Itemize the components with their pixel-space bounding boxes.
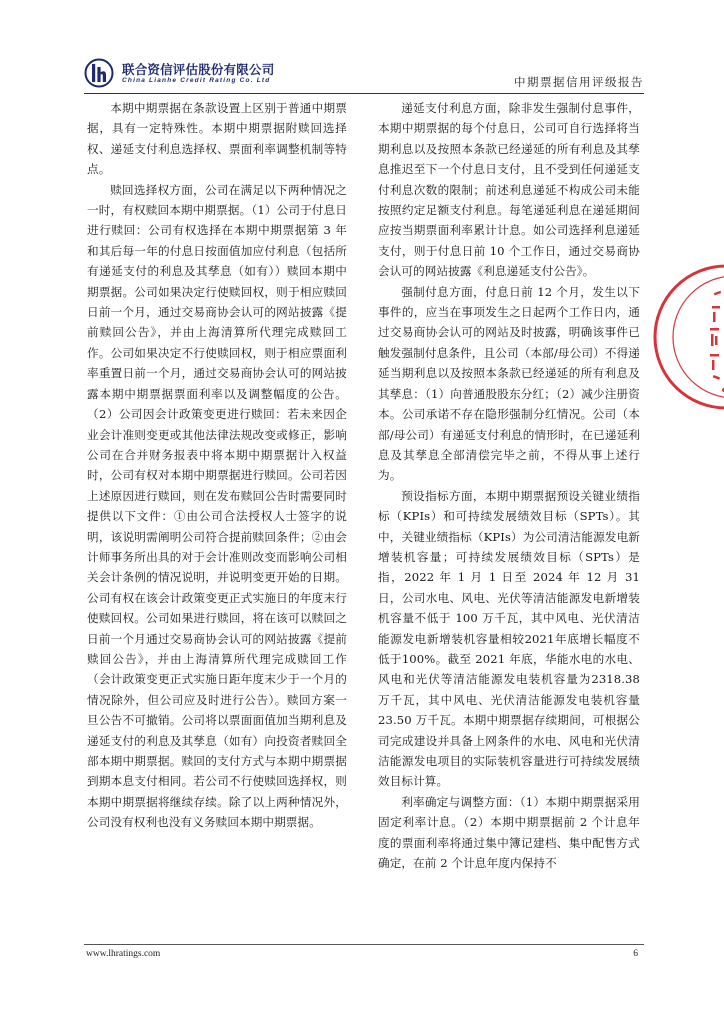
footer-website-link[interactable]: www.lhratings.com xyxy=(86,949,161,959)
company-name-en: China Lianhe Credit Rating Co. Ltd xyxy=(122,77,271,84)
header-divider xyxy=(84,93,644,94)
paragraph: 本期中期票据在条款设置上区别于普通中期票据，具有一定特殊性。本期中期票据附赎回选择权、递延支付利息选择权、票面利率调整机制等特点。 xyxy=(87,101,347,177)
left-text-column xyxy=(87,98,347,833)
paragraph: 预设指标方面，本期中期票据预设关键业绩指标（KPIs）和可持续发展绩效目标（SPTs）。其中，关键业绩指标（KPIs）为公司清洁能源发电新增装机容量；可持续发展绩效目标（SPTs）是指，2022 年 1 月 1 日至 2024 年 12 月 31 日，公司水电、风电、光伏等清洁能源发电新增装机容量不低于 100 万千瓦，其中风电、光伏清洁能源发电新增装机容量相较2021年底增长幅度不低于100%。截至 2021 年底，华能水电的水电、风电和光伏等清洁能源发电装机容量为2318.38 万千瓦，其中风电、光伏清洁能源发电装机容量 23.50 万千瓦。本期中期票据存续期间，可根据公司完成建设并具备上网条件的水电、风电和光伏清洁能源发电项目的实际装机容量进行可持续发展绩效目标计算。 xyxy=(378,488,640,789)
page-header xyxy=(84,58,644,92)
paragraph: 递延支付利息方面，除非发生强制付息事件，本期中期票据的每个付息日，公司可自行选择将当期利息以及按照本条款已经递延的所有利息及其孳息推迟至下一个付息日支付，且不受到任何递延支付利息次数的限制；前述利息递延不构成公司未能按照约定足额支付利息。每笔递延利息在递延期间应按当期票面利率累计计息。如公司选择利息递延支付，则于付息日前 10 个工作日，通过交易商协会认可的网站披露《利息递延支付公告》。 xyxy=(378,101,640,279)
seal-stamp-icon xyxy=(704,262,724,412)
right-text-column xyxy=(378,98,640,873)
footer-divider xyxy=(84,944,644,945)
paragraph: 利率确定与调整方面：（1）本期中期票据采用固定利率计息。（2）本期中期票据前 2 个计息年度的票面利率将通过集中簿记建档、集中配售方式确定，在前 2 个计息年度内保持不 xyxy=(378,794,640,871)
paragraph: 赎回选择权方面，公司在满足以下两种情况之一时，有权赎回本期中期票据。（1）公司于付息日进行赎回：公司有权选择在本期中期票据第 3 年和其后每一年的付息日按面值加应付利息（包括所有递延支付的利息及其孳息（如有））赎回本期中期票据。公司如果决定行使赎回权，则于相应赎回日前一个月，通过交易商协会认可的网站披露《提前赎回公告》，并由上海清算所代理完成赎回工作。公司如果决定不行使赎回权，则于相应票面利率重置日前一个月，通过交易商协会认可的网站披露本期中期票据票面利率以及调整幅度的公告。（2）公司因会计政策变更进行赎回：若未来因企业会计准则变更或其他法律法规改变或修正，影响公司在合并财务报表中将本期中期票据计入权益时，公司有权对本期中期票据进行赎回。公司若因上述原因进行赎回，则在发布赎回公告时需要同时提供以下文件：①由公司合法授权人士签字的说明，该说明需阐明公司符合提前赎回条件；②由会计师事务所出具的对于会计准则改变而影响公司相关会计条例的情况说明，并说明变更开始的日期。公司有权在该会计政策变更正式实施日的年度末行使赎回权。公司如果进行赎回，将在该可以赎回之日前一个月通过交易商协会认可的网站披露《提前赎回公告》，并由上海清算所代理完成赎回工作（会计政策变更正式实施日距年度末少于一个月的情况除外，但公司应及时进行公告）。赎回方案一旦公告不可撤销。公司将以票面面值加当期利息及递延支付的利息及其孳息（如有）向投资者赎回全部本期中期票据。赎回的支付方式与本期中期票据到期本息支付相同。若公司不行使赎回选择权，则本期中期票据将继续存续。除了以上两种情况外，公司没有权利也没有义务赎回本期中期票据。 xyxy=(87,182,347,830)
report-title: 中期票据信用评级报告 xyxy=(514,75,644,89)
paragraph: 强制付息方面，付息日前 12 个月，发生以下事件的，应当在事项发生之日起两个工作日内，通过交易商协会认可的网站及时披露，明确该事件已触发强制付息条件，且公司（本部/母公司）不得递延当期利息以及按照本条款已经递延的所有利息及其孳息：（1）向普通股股东分红；（2）减少注册资本。公司承诺不存在隐形强制分红情况。公司（本部/母公司）有递延支付利息的情形时，在已递延利息及其孳息全部清偿完毕之前，不得从事上述行为。 xyxy=(378,284,640,483)
lianhe-logo-icon xyxy=(84,58,114,88)
company-name-cn: 联合资信评估股份有限公司 xyxy=(122,62,275,77)
page-number: 6 xyxy=(633,949,638,959)
